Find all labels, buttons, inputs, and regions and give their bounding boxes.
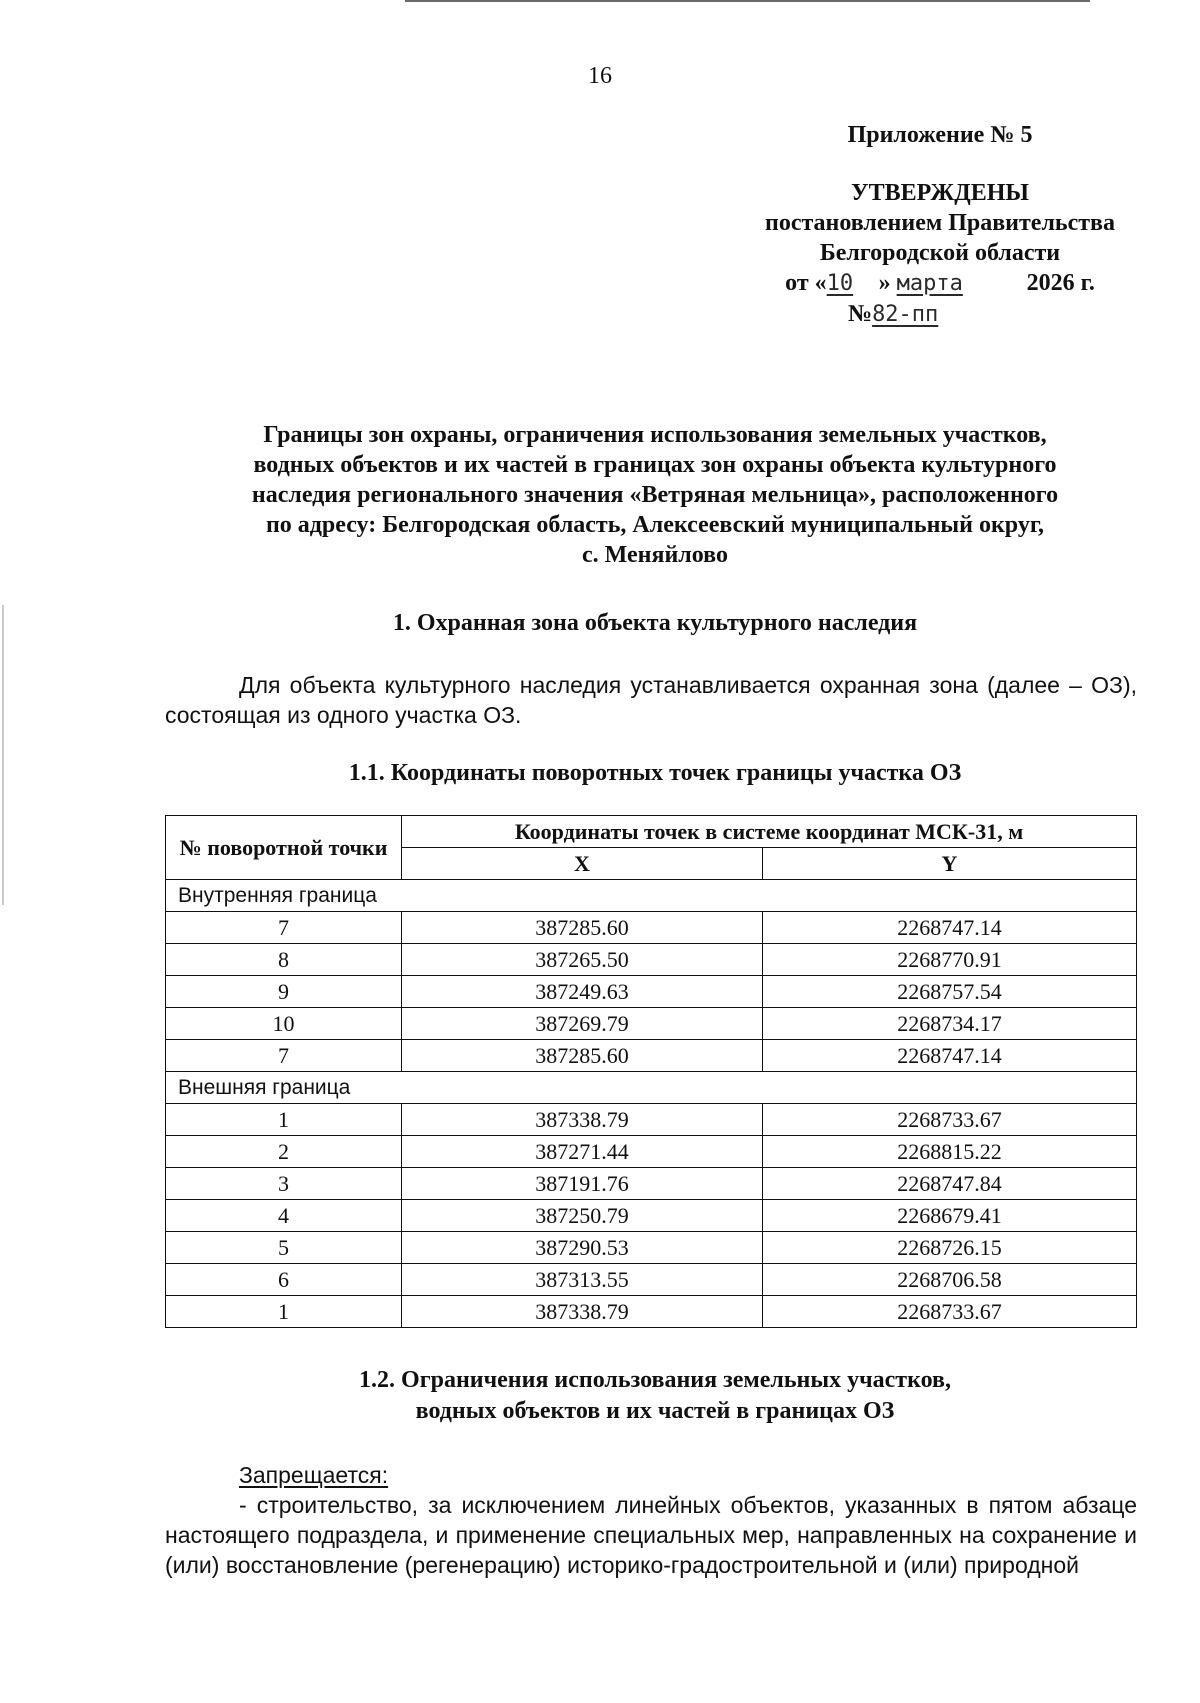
cell-x: 387271.44: [402, 1136, 763, 1168]
cell-point: 3: [166, 1168, 402, 1200]
cell-x: 387285.60: [402, 912, 763, 944]
cell-x: 387338.79: [402, 1104, 763, 1136]
cell-point: 9: [166, 976, 402, 1008]
approval-block: [740, 120, 1140, 330]
forbidden-item-1: - строительство, за исключением линейных объектов, указанных в пятом абзаце настоящего подраздела, и применение специальных мер, направленных на сохранение и (или) восстановление (регенерацию) историко-градостроительной и (или) природной: [165, 1492, 1137, 1578]
group-label: Внешняя граница: [166, 1072, 1137, 1104]
section-1-2-heading-line: 1.2. Ограничения использования земельных участков,: [359, 1367, 951, 1393]
approval-number: [740, 299, 1140, 330]
cell-point: 4: [166, 1200, 402, 1232]
cell-y: 2268733.67: [763, 1296, 1137, 1328]
table-row: [166, 976, 1137, 1008]
table-row: [166, 1040, 1137, 1072]
forbidden-heading: [165, 1460, 1137, 1490]
cell-x: 387269.79: [402, 1008, 763, 1040]
title-line: с. Меняйлово: [582, 542, 728, 568]
cell-y: 2268770.91: [763, 944, 1137, 976]
cell-point: 2: [166, 1136, 402, 1168]
page-number: 16: [588, 63, 612, 89]
cell-x: 387265.50: [402, 944, 763, 976]
date-day: 10: [826, 271, 854, 296]
number-value: 82-пп: [872, 302, 939, 327]
cell-point: 6: [166, 1264, 402, 1296]
cell-x: 387285.60: [402, 1040, 763, 1072]
table-row: [166, 1264, 1137, 1296]
cell-y: 2268747.84: [763, 1168, 1137, 1200]
scan-edge-mark: [2, 605, 4, 905]
table-row: [166, 1232, 1137, 1264]
group-label: Внутренняя граница: [166, 880, 1137, 912]
cell-y: 2268733.67: [763, 1104, 1137, 1136]
forbidden-label: Запрещается:: [239, 1462, 389, 1488]
column-header-point: № поворотной точки: [166, 816, 402, 880]
approved-label: УТВЕРЖДЕНЫ: [851, 180, 1029, 206]
cell-y: 2268747.14: [763, 1040, 1137, 1072]
date-prefix: от «: [785, 270, 827, 296]
section-1-paragraph: Для объекта культурного наследия устанавливается охранная зона (далее – ОЗ), состоящая из одного участка ОЗ.: [165, 672, 1137, 728]
date-month: марта: [896, 271, 963, 296]
section-1-heading: 1. Охранная зона объекта культурного наследия: [392, 610, 918, 636]
section-1-2-heading-line: водных объектов и их частей в границах ОЗ: [415, 1398, 895, 1424]
cell-y: 2268747.14: [763, 912, 1137, 944]
cell-point: 7: [166, 1040, 402, 1072]
cell-y: 2268679.41: [763, 1200, 1137, 1232]
cell-y: 2268757.54: [763, 976, 1137, 1008]
coordinates-table: [165, 815, 1137, 1328]
table-row: [166, 912, 1137, 944]
date-year: 2026 г.: [1026, 270, 1095, 296]
cell-x: 387290.53: [402, 1232, 763, 1264]
section-1-1-heading: 1.1. Координаты поворотных точек границы участка ОЗ: [348, 760, 962, 786]
column-header-coords: Координаты точек в системе координат МСК-31, м: [402, 816, 1137, 848]
table-row: [166, 1104, 1137, 1136]
title-line: наследия регионального значения «Ветряная мельница», расположенного: [251, 482, 1059, 508]
cell-x: 387313.55: [402, 1264, 763, 1296]
cell-x: 387338.79: [402, 1296, 763, 1328]
table-row: [166, 1168, 1137, 1200]
date-mid: »: [878, 270, 891, 296]
number-prefix: №: [847, 301, 873, 327]
table-group-row: [166, 880, 1137, 912]
title-line: по адресу: Белгородская область, Алексеевский муниципальный округ,: [265, 512, 1045, 538]
cell-point: 8: [166, 944, 402, 976]
table-row: [166, 1136, 1137, 1168]
cell-y: 2268706.58: [763, 1264, 1137, 1296]
appendix-label: Приложение № 5: [847, 122, 1033, 148]
cell-x: 387249.63: [402, 976, 763, 1008]
cell-point: 5: [166, 1232, 402, 1264]
cell-point: 7: [166, 912, 402, 944]
table-group-row: [166, 1072, 1137, 1104]
cell-point: 1: [166, 1104, 402, 1136]
table-header-row: [166, 816, 1137, 848]
table-row: [166, 1296, 1137, 1328]
approval-date: [740, 268, 1140, 299]
cell-point: 1: [166, 1296, 402, 1328]
cell-point: 10: [166, 1008, 402, 1040]
table-row: [166, 1008, 1137, 1040]
table-row: [166, 1200, 1137, 1232]
column-header-y: Y: [763, 848, 1137, 880]
approval-line-2: Белгородской области: [819, 240, 1061, 266]
cell-x: 387191.76: [402, 1168, 763, 1200]
title-line: Границы зон охраны, ограничения использования земельных участков,: [263, 422, 1047, 448]
scan-edge-line: [405, 0, 1090, 2]
cell-x: 387250.79: [402, 1200, 763, 1232]
title-line: водных объектов и их частей в границах зон охраны объекта культурного: [253, 452, 1057, 478]
column-header-x: X: [402, 848, 763, 880]
approval-line-1: постановлением Правительства: [764, 210, 1115, 236]
cell-y: 2268734.17: [763, 1008, 1137, 1040]
table-row: [166, 944, 1137, 976]
cell-y: 2268815.22: [763, 1136, 1137, 1168]
document-title: [165, 420, 1145, 570]
cell-y: 2268726.15: [763, 1232, 1137, 1264]
section-1-2-heading: [165, 1365, 1145, 1427]
